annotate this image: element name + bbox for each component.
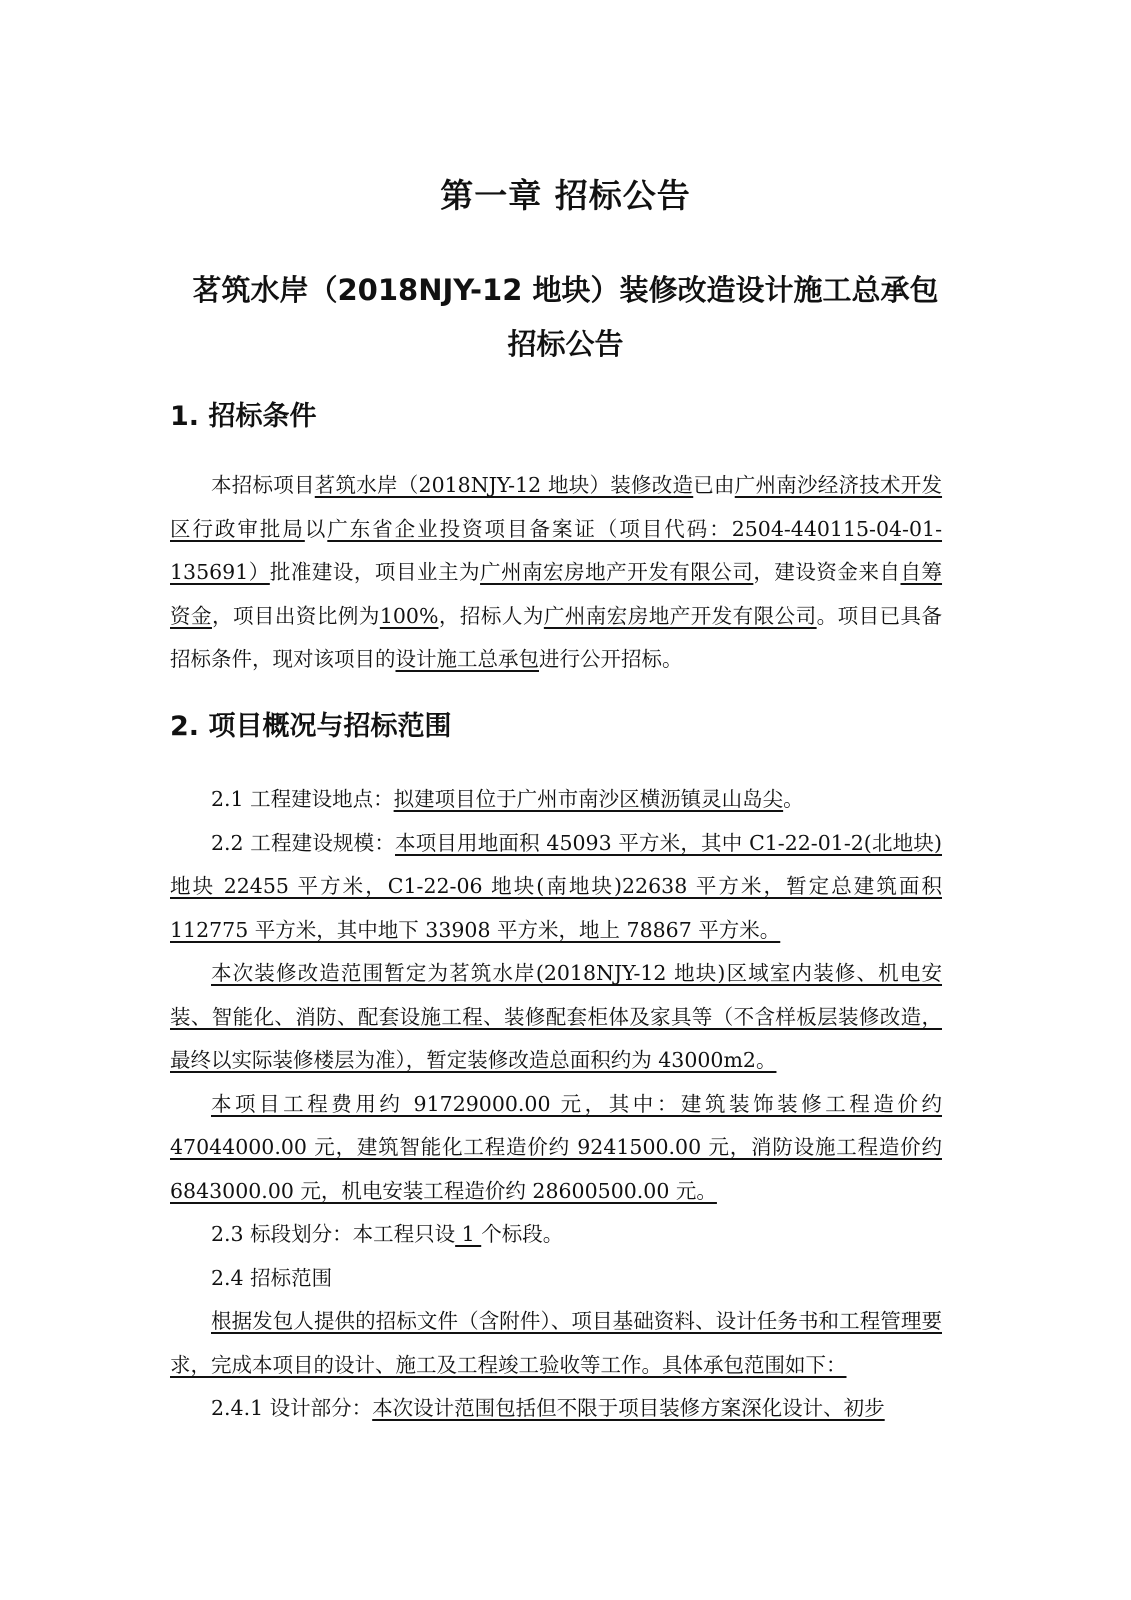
design-part xyxy=(170,1387,942,1431)
text: ，招标人为 xyxy=(438,603,544,628)
text: 个标段。 xyxy=(481,1222,564,1246)
chapter-title: 第一章 招标公告 xyxy=(440,176,691,215)
scale-value: 本项目用地面积 45093 平方米，其中 C1-22-01-2(北地块)地块 22455 平方米，C1-22-06 地块(南地块)22638 平方米，暂定总建筑面积 112775 平方米，其中地下 33908 平方米，地上 78867 平方米。 xyxy=(170,830,942,942)
construction-location xyxy=(170,778,942,822)
section-project-overview xyxy=(170,778,942,1431)
label: 2.1 工程建设地点： xyxy=(211,787,394,811)
tender-subject: 设计施工总承包 xyxy=(395,647,539,671)
approval-authority: 广州南沙经济技术开发区行政审批局 xyxy=(170,473,943,541)
cost-value: 本项目工程费用约 91729000.00 元，其中：建筑装饰装修工程造价约 47044000.00 元，建筑智能化工程造价约 9241500.00 元，消防设施工程造价约 6843000.00 元，机电安装工程造价约 28600500.00 元。 xyxy=(170,1091,942,1203)
funding-source: 自筹资金 xyxy=(170,560,943,628)
tenderer: 广州南宏房地产开发有限公司 xyxy=(543,603,817,628)
text: ，项目出资比例为 xyxy=(211,603,380,628)
announcement-title-line2: 招标公告 xyxy=(507,327,624,361)
location-value: 拟建项目位于广州市南沙区横沥镇灵山岛尖 xyxy=(393,787,784,811)
text: 进行公开招标。 xyxy=(539,647,683,671)
range-value: 根据发包人提供的招标文件（含附件）、项目基础资料、设计任务书和工程管理要求，完成本项目的设计、施工及工程竣工验收等工作。具体承包范围如下： xyxy=(170,1309,942,1377)
section-heading-project-overview: 2. 项目概况与招标范围 xyxy=(170,711,452,742)
text: 。 xyxy=(783,787,804,811)
text: 以 xyxy=(304,516,328,541)
renovation-scope xyxy=(170,952,942,1083)
section-heading-bidding-conditions: 1. 招标条件 xyxy=(170,401,317,432)
funding-ratio: 100% xyxy=(379,603,439,628)
text: ，建设资金来自 xyxy=(753,560,901,584)
tender-range-heading: 2.4 招标范围 xyxy=(211,1265,333,1290)
design-value: 本次设计范围包括但不限于项目装修方案深化设计、初步 xyxy=(372,1396,885,1420)
project-cost xyxy=(170,1083,942,1214)
section-count: 1 xyxy=(455,1222,482,1246)
text: 批准建设，项目业主为 xyxy=(269,560,481,584)
text: 本招标项目 xyxy=(211,473,315,497)
section-division xyxy=(170,1213,942,1257)
text: 。项目已具备招标条件，现对该项目的 xyxy=(170,603,943,671)
announcement-title-line1: 茗筑水岸（2018NJY-12 地块）装修改造设计施工总承包 xyxy=(192,273,939,307)
scope-value: 本次装修改造范围暂定为茗筑水岸(2018NJY-12 地块)区域室内装修、机电安装、智能化、消防、配套设施工程、装修配套柜体及家具等（不含样板层装修改造，最终以实际装修楼层为准），暂定装修改造总面积约为 43000m2。 xyxy=(170,961,942,1072)
construction-scale xyxy=(170,822,942,953)
project-name: 茗筑水岸（2018NJY-12 地块）装修改造 xyxy=(314,473,694,497)
section-bidding-conditions xyxy=(170,464,942,682)
approval-document: 广东省企业投资项目备案证（项目代码：2504-440115-04-01-135691） xyxy=(170,516,943,584)
bidding-conditions-paragraph xyxy=(170,464,942,682)
text: 已由 xyxy=(693,473,735,497)
tender-range-description xyxy=(170,1300,942,1387)
label: 2.4.1 设计部分： xyxy=(211,1396,373,1420)
label: 2.2 工程建设规模： xyxy=(211,830,396,855)
text: 2.3 标段划分：本工程只设 xyxy=(211,1222,456,1246)
project-owner: 广州南宏房地产开发有限公司 xyxy=(480,560,754,584)
